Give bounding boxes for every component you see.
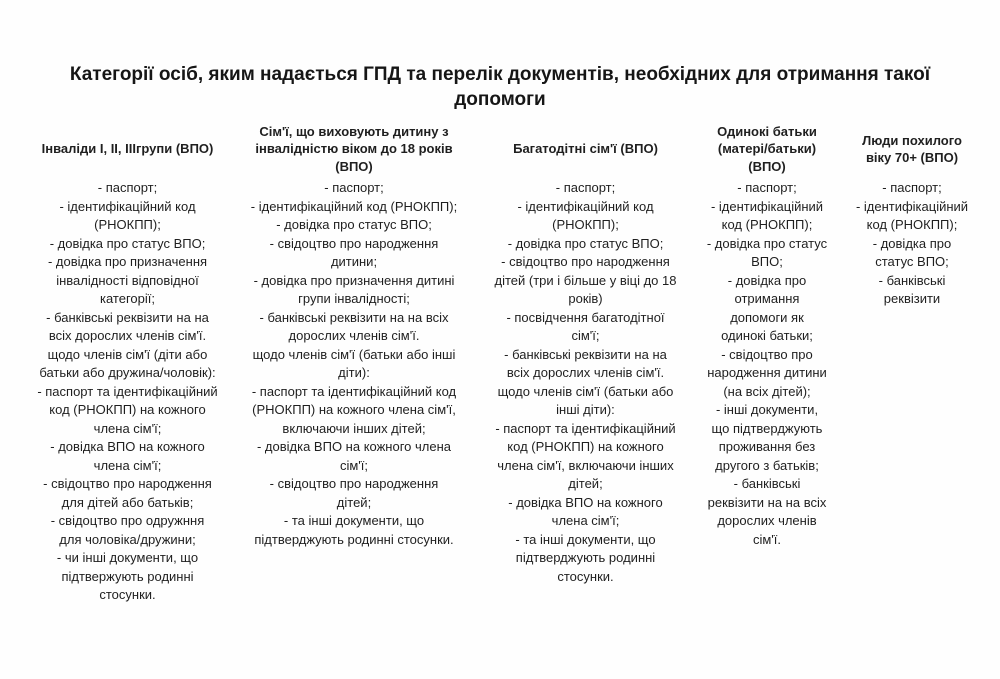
document-list-line: реквізити на на всіх — [707, 494, 827, 510]
document-list-line: - паспорт та ідентифікаційний — [495, 420, 676, 436]
document-list-line: - паспорт та ідентифікаційний — [37, 383, 218, 399]
document-list-line: - свідоцтво про — [721, 346, 813, 362]
document-list-line: - довідка про статус ВПО; — [49, 235, 206, 251]
document-list-line: члена сім'ї; — [93, 420, 162, 436]
column-header-line: Люди похилого — [862, 132, 962, 148]
document-list-line: - довідка ВПО на кожного — [50, 439, 205, 454]
document-list-line: дітей; — [568, 476, 603, 491]
column-header — [238, 122, 470, 176]
document-list-line: для чоловіка/дружини; — [59, 531, 196, 547]
document-list-line: - свідоцтво про народження — [43, 476, 212, 491]
column-header-line: Одинокі батьки — [717, 123, 817, 139]
document-list-line: - паспорт; — [737, 180, 797, 195]
document-list-line: що підтверджують — [711, 420, 823, 436]
document-list-line: щодо членів сім'ї (батьки або інші — [252, 346, 456, 362]
document-list-line: всіх дорослих членів сім'ї. — [48, 328, 207, 343]
document-list-line: - свідоцтво про народження — [269, 235, 439, 251]
document-list-line: - ідентифікаційний — [710, 198, 824, 214]
column-header-line: Багатодітні сім'ї (ВПО) — [513, 141, 658, 157]
document-list-line: - довідка про статус ВПО; — [507, 235, 664, 251]
document-list-line: отримання — [734, 291, 800, 306]
column-document-list — [238, 179, 470, 549]
column-document-list — [842, 179, 982, 309]
document-list-line: дитини; — [330, 254, 378, 269]
column-header — [842, 122, 982, 176]
document-list-line: - банківські — [878, 272, 946, 288]
document-list-line: категорії; — [100, 291, 155, 306]
column-families-with-disabled-child — [238, 122, 470, 549]
document-list-line: (РНОКПП); — [94, 217, 161, 232]
column-header-line: (ВПО) — [748, 158, 786, 174]
document-list-line: батьки або дружина/чоловік): — [39, 365, 216, 380]
document-list-line: років) — [568, 291, 603, 306]
document-list-line: - інші документи, — [715, 402, 819, 417]
column-header — [697, 122, 837, 176]
document-list-line: члена сім'ї, включаючи інших — [497, 457, 674, 473]
column-header-line: Інваліди І, ІІ, ІІІгрупи (ВПО) — [41, 141, 214, 157]
column-elderly-70-plus — [842, 122, 982, 309]
document-list-line: - довідка про статус ВПО; — [276, 217, 432, 232]
document-list-line: - ідентифікаційний код (РНОКПП); — [250, 198, 458, 214]
document-list-line: - свідоцтво про одружння — [50, 513, 205, 528]
document-list-line: дітей; — [336, 494, 372, 510]
document-list-line: (на всіх дітей); — [723, 383, 811, 399]
page-title — [20, 62, 980, 112]
document-list-line: - паспорт та ідентифікаційний код — [251, 383, 457, 399]
document-list-line: - ідентифікаційний код — [517, 198, 654, 214]
document-list-line: - довідка ВПО на кожного — [508, 494, 663, 510]
document-list-line: сім'ї. — [752, 531, 782, 547]
document-list-line: дорослих членів — [717, 513, 817, 528]
document-list-line: - довідка про призначення — [47, 254, 208, 269]
document-list-line: члена сім'ї; — [93, 457, 162, 473]
document-list-line: - паспорт; — [555, 180, 616, 195]
document-list-line: код (РНОКПП) на кожного — [507, 439, 664, 454]
document-list-line: інші діти): — [556, 402, 615, 417]
document-list-line: - банківські реквізити на на — [46, 309, 209, 325]
column-document-list — [697, 179, 837, 549]
document-list-line: - ідентифікаційний — [855, 198, 969, 214]
document-list-line: всіх дорослих членів сім'ї. — [506, 365, 665, 380]
document-list-line: - банківські — [733, 476, 801, 491]
document-list-line: народження дитини — [707, 365, 827, 380]
document-list-line: код (РНОКПП); — [721, 217, 813, 232]
column-disabled-persons — [20, 122, 235, 605]
document-list-line: групи інвалідності; — [298, 291, 410, 306]
column-header — [478, 122, 693, 176]
title-line-1: Категорії осіб, яким надається ГПД та перелік документів, необхідних для отримання такої — [69, 64, 931, 85]
document-list-line: дітей (три і більше у віці до 18 — [494, 272, 677, 288]
column-header-line: (ВПО) — [335, 158, 373, 174]
document-list-line: - ідентифікаційний код — [59, 198, 196, 214]
document-list-line: (РНОКПП) на кожного члена сім'ї, — [252, 402, 456, 417]
document-list-line: - чи інші документи, що — [56, 550, 199, 565]
document-list-line: код (РНОКПП); — [866, 217, 958, 232]
document-list-line: - довідка про статус — [706, 235, 828, 251]
document-list-line: - довідка про — [727, 272, 807, 288]
column-header-line: (матері/батьки) — [717, 141, 817, 157]
document-list-line: проживання без — [718, 439, 816, 454]
document-list-line: сім'ї; — [339, 457, 369, 473]
document-list-line: реквізити — [883, 291, 941, 306]
document-list-line: дорослих членів сім'ї. — [288, 328, 420, 343]
document-list-line: стосунки. — [99, 587, 156, 602]
column-header — [20, 122, 235, 176]
document-list-line: - свідоцтво про народження — [501, 254, 670, 269]
document-list-line: стосунки. — [557, 568, 614, 584]
document-list-line: включаючи інших дітей; — [282, 420, 426, 436]
column-large-families — [478, 122, 693, 586]
document-list-line: щодо членів сім'ї (діти або — [47, 346, 208, 362]
document-list-line: діти): — [338, 365, 370, 380]
document-list-line: допомоги як — [730, 309, 804, 325]
document-list-line: - паспорт; — [97, 180, 158, 195]
document-list-line: другого з батьків; — [715, 457, 819, 473]
document-list-line: - довідка про призначення дитині — [253, 272, 455, 288]
document-list-line: підтверджують родинні — [515, 550, 656, 565]
document-list-line: (РНОКПП); — [552, 217, 619, 232]
document-list-line: - паспорт; — [324, 180, 384, 195]
document-list-line: - довідка про — [872, 235, 952, 251]
column-header-line: віку 70+ (ВПО) — [865, 150, 959, 165]
document-list-line: підтвержують родинні — [61, 568, 194, 584]
column-document-list — [20, 179, 235, 605]
document-list-line: статус ВПО; — [875, 254, 949, 269]
document-list-line: - банківські реквізити на на всіх — [259, 309, 449, 325]
document-list-line: ВПО; — [751, 254, 783, 269]
document-list-line: - свідоцтво про народження — [269, 476, 439, 491]
document-list-line: - та інші документи, що — [515, 531, 656, 547]
document-list-line: - довідка ВПО на кожного члена — [256, 439, 452, 454]
document-list-line: інвалідності відповідної — [56, 272, 199, 288]
document-list-line: одинокі батьки; — [721, 328, 813, 343]
column-header-line: Сім'ї, що виховують дитину з — [259, 123, 449, 139]
document-list-line: підтверджують родинні стосунки. — [254, 531, 454, 547]
column-header-line: інвалідністю віком до 18 років — [255, 141, 453, 157]
document-list-line: код (РНОКПП) на кожного — [49, 402, 206, 417]
document-list-line: - та інші документи, що — [283, 513, 425, 528]
column-document-list — [478, 179, 693, 586]
column-single-parents — [697, 122, 837, 549]
title-line-2: допомоги — [454, 89, 546, 110]
document-list-line: - банківські реквізити на на — [504, 346, 667, 362]
document-list-line: члена сім'ї; — [551, 513, 620, 528]
document-list-line: - паспорт; — [882, 180, 942, 195]
document-list-line: щодо членів сім'ї (батьки або — [497, 383, 674, 399]
document-list-line: для дітей або батьків; — [61, 494, 194, 510]
document-list-line: сім'ї; — [571, 328, 600, 343]
document-list-line: - посвідчення багатодітної — [506, 309, 665, 325]
